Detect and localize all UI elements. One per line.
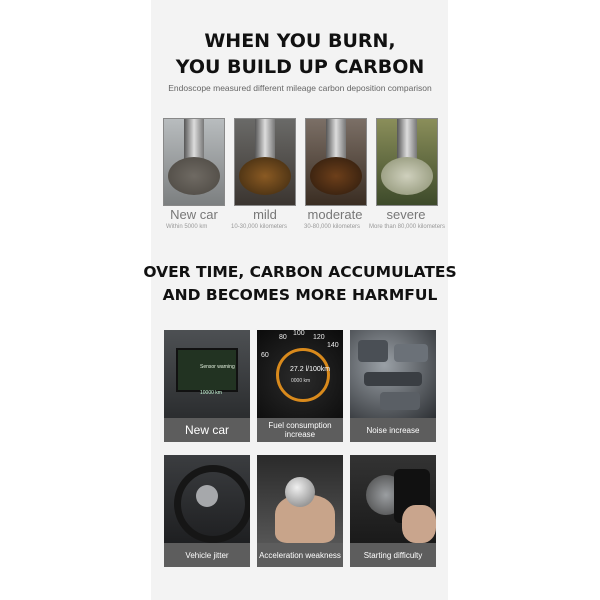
symptom-caption: Vehicle jitter bbox=[164, 543, 250, 567]
headline-carbon-line1: WHEN YOU BURN, bbox=[204, 30, 396, 52]
stage-range-moderate: 30-80,000 kilometers bbox=[304, 224, 361, 230]
headline-harmful-line1: OVER TIME, CARBON ACCUMULATES bbox=[143, 263, 457, 281]
fuel-reading: 27.2 l/100km bbox=[290, 366, 331, 373]
dashboard-screen-text: Sensor warning bbox=[200, 364, 235, 370]
stage-label-severe: severe bbox=[386, 207, 426, 222]
symptom-caption: Acceleration weakness bbox=[257, 543, 343, 567]
symptom-caption: Fuel consumption increase bbox=[257, 418, 343, 442]
endoscope-photo-new-car bbox=[163, 118, 225, 206]
symptom-tile-vehicle-jitter bbox=[164, 455, 250, 567]
stage-range-mild: 10-30,000 kilometers bbox=[231, 224, 288, 230]
headline-harmful-line2: AND BECOMES MORE HARMFUL bbox=[162, 286, 438, 304]
trip-reading: 0000 km bbox=[291, 378, 311, 384]
stage-range-severe: More than 80,000 kilometers bbox=[369, 224, 446, 230]
speed-tick: 140 bbox=[327, 342, 339, 349]
speed-tick: 120 bbox=[313, 334, 325, 341]
symptom-tile-new-car bbox=[164, 330, 250, 442]
speed-tick: 100 bbox=[293, 330, 305, 337]
symptom-caption: Noise increase bbox=[350, 418, 436, 442]
endoscope-photo-severe bbox=[376, 118, 438, 206]
symptom-tile-noise bbox=[350, 330, 436, 442]
speed-tick: 60 bbox=[261, 352, 269, 359]
speedometer-photo bbox=[257, 330, 343, 418]
symptom-tile-starting bbox=[350, 455, 436, 567]
endoscope-photo-mild bbox=[234, 118, 296, 206]
dashboard-photo bbox=[164, 330, 250, 418]
endoscope-subtitle: Endoscope measured different mileage carbon deposition comparison bbox=[168, 83, 432, 93]
endoscope-photo-moderate bbox=[305, 118, 367, 206]
symptom-caption: Starting difficulty bbox=[350, 543, 436, 567]
speed-tick: 80 bbox=[279, 334, 287, 341]
symptom-tile-fuel-consumption bbox=[257, 330, 343, 442]
ignition-key-photo bbox=[350, 455, 436, 543]
steering-wheel-photo bbox=[164, 455, 250, 543]
engine-photo bbox=[350, 330, 436, 418]
dashboard-odometer: 10000 km bbox=[200, 390, 222, 396]
stage-label-moderate: moderate bbox=[307, 207, 363, 222]
symptom-caption: New car bbox=[164, 418, 250, 442]
stage-label-mild: mild bbox=[253, 207, 277, 222]
headline-carbon-line2: YOU BUILD UP CARBON bbox=[175, 56, 425, 78]
stage-label-new-car: New car bbox=[170, 207, 218, 222]
symptom-tile-acceleration bbox=[257, 455, 343, 567]
gear-shift-photo bbox=[257, 455, 343, 543]
stage-range-new-car: Within 5000 km bbox=[166, 224, 208, 230]
